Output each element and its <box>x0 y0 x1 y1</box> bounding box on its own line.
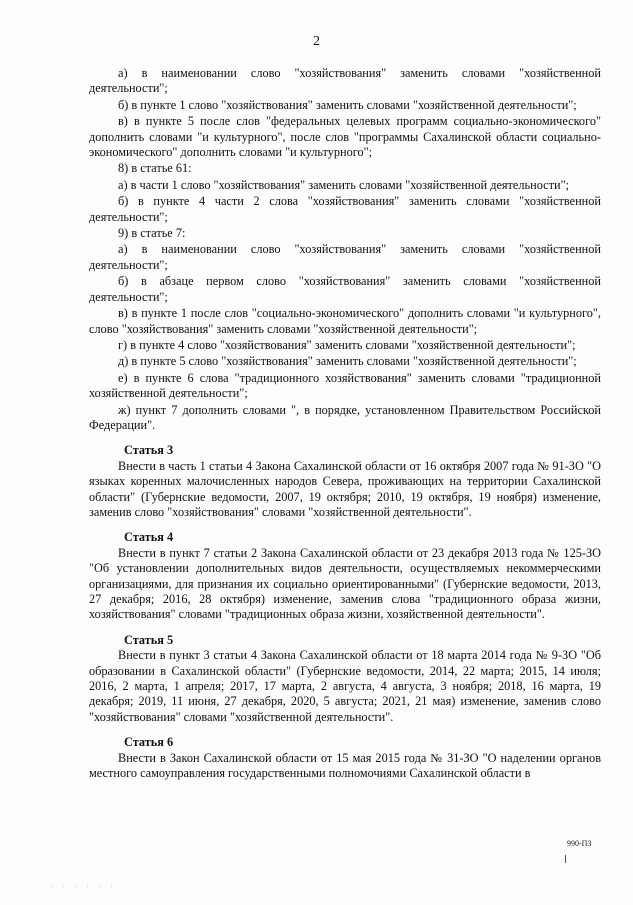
document-body <box>89 66 601 782</box>
paragraph: 8) в статье 61: <box>118 161 192 176</box>
paragraph: ж) пункт 7 дополнить словами ", в порядке, установленном Правительством Российской Федерации". <box>89 402 601 432</box>
paragraph: а) в части 1 слово "хозяйствования" заменить словами "хозяйственной деятельности"; <box>118 177 570 192</box>
scan-dots: · · · · · · <box>50 883 117 891</box>
article-heading: Статья 4 <box>124 530 174 545</box>
paragraph-spacer <box>89 726 601 735</box>
document-code: 990-ПЗ <box>567 839 592 848</box>
paragraph: е) в пункте 6 слова "традиционного хозяйствования" заменить словами "традиционной хозяйственной деятельности"; <box>89 370 601 401</box>
paragraph-spacer <box>89 521 601 530</box>
paragraph: Внести в пункт 7 статьи 2 Закона Сахалинской области от 23 декабря 2013 года № 125-ЗО "Об установлении дополнительных видов деятельности, осуществляемых некоммерческими организациями, для признания их социально ориентированными" (Губернские ведомости, 2013, 27 декабря; 2016, 28 октября) изменение, заменив слова "традиционного образа жизни, хозяйствования" словами "традиционных образа жизни, хозяйственной деятельности". <box>89 545 601 622</box>
article-heading: Статья 5 <box>124 632 174 647</box>
paragraph: а) в наименовании слово "хозяйствования" заменить словами "хозяйственной деятельности"; <box>89 242 601 272</box>
scan-mark <box>565 855 566 863</box>
paragraph: а) в наименовании слово "хозяйствования" заменить словами "хозяйственной деятельности"; <box>89 66 601 96</box>
page-number: 2 <box>313 34 320 49</box>
paragraph: б) в пункте 4 части 2 слова "хозяйствования" заменить словами "хозяйственной деятельности"; <box>89 194 601 224</box>
paragraph: б) в абзаце первом слово "хозяйствования" заменить словами "хозяйственной деятельности"; <box>89 274 601 304</box>
paragraph: в) в пункте 1 после слов "социально-экономического" дополнить словами "и культурного", слово "хозяйствования" заменить словами "хозяйственной деятельности"; <box>89 306 601 336</box>
paragraph: г) в пункте 4 слово "хозяйствования" заменить словами "хозяйственной деятельности"; <box>118 337 576 352</box>
paragraph: Внести в Закон Сахалинской области от 15 мая 2015 года № 31-ЗО "О наделении органов местного самоуправления государственными полномочиями Сахалинской области в <box>89 750 601 781</box>
paragraph: б) в пункте 1 слово "хозяйствования" заменить словами "хозяйственной деятельности"; <box>118 97 577 112</box>
paragraph: Внести в часть 1 статьи 4 Закона Сахалинской области от 16 октября 2007 года № 91-ЗО "О языках коренных малочисленных народов Севера, проживающих на территории Сахалинской области" (Губернские ведомости, 2007, 19 октября; 2010, 19 октября, 19 ноября) изменение, заменив слово "хозяйствования" словами "хозяйственной деятельности". <box>89 458 601 519</box>
paragraph: 9) в статье 7: <box>118 226 186 241</box>
paragraph-spacer <box>89 624 601 633</box>
paragraph: в) в пункте 5 после слов "федеральных целевых программ социально-экономического" дополнить словами "и культурного", после слов "программы Сахалинской области социально-экономического" дополнить словами "и культурного"; <box>89 114 601 160</box>
paragraph: Внести в пункт 3 статьи 4 Закона Сахалинской области от 18 марта 2014 года № 9-ЗО "Об образовании в Сахалинской области" (Губернские ведомости, 2014, 22 марта; 2015, 14 июля; 2016, 2 марта, 1 апреля; 2017, 17 марта, 2 августа, 4 августа, 3 ноября; 2018, 16 марта, 19 декабря; 2019, 11 июня, 27 декабря, 2020, 5 августа; 2021, 21 мая) изменение, заменив слово "хозяйствования" словами "хозяйственной деятельности". <box>89 648 601 724</box>
paragraph-spacer <box>89 434 601 443</box>
paragraph: д) в пункте 5 слово "хозяйствования" заменить словами "хозяйственной деятельности"; <box>118 354 577 369</box>
article-heading: Статья 3 <box>124 443 174 458</box>
article-heading: Статья 6 <box>124 735 174 750</box>
